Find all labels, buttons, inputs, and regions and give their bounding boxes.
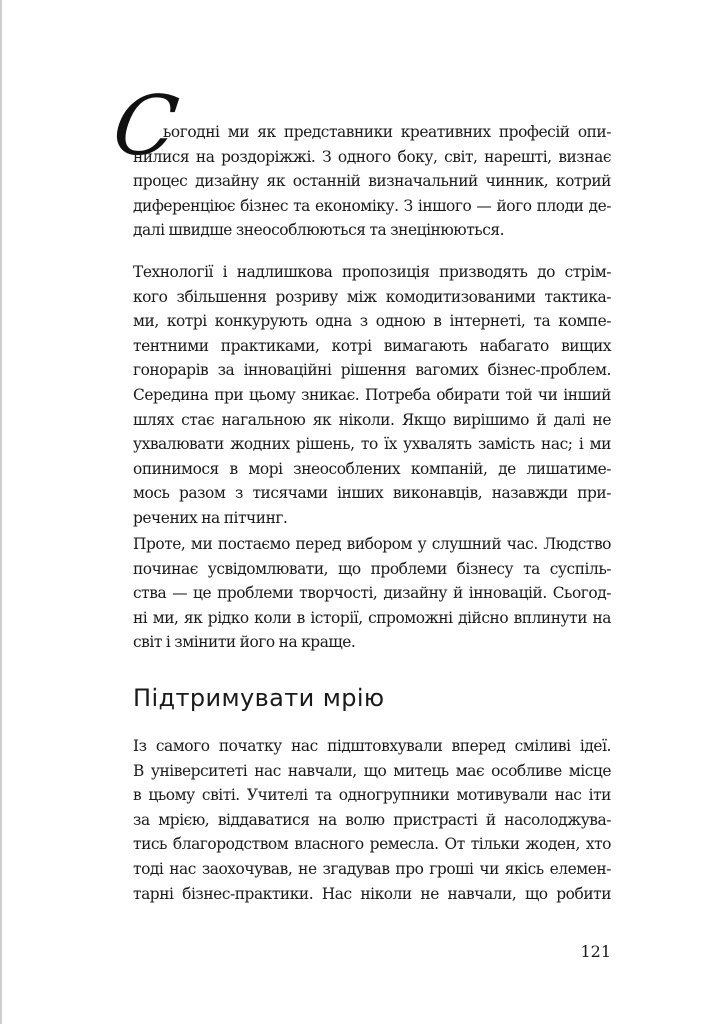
paragraph-2-line: Середина при цьому зникає. Потреба обирати той чи інший xyxy=(133,385,611,404)
paragraph-1 xyxy=(133,120,611,243)
paragraph-2-line: ми, котрі конкурують одна з одною в інтернеті, та компе- xyxy=(133,312,611,331)
paragraph-4-line: тись благородством власного ремесла. От тільки жоден, хто xyxy=(133,835,611,854)
paragraph-1-line: нилися на роздоріжжі. З одного боку, світ, нарешті, визнає xyxy=(133,147,611,166)
paragraph-4-line: тарні бізнес-практики. Нас ніколи не навчали, що робити xyxy=(133,884,611,903)
paragraph-2-line: шлях стає нагальною як ніколи. Якщо вирішимо й далі не xyxy=(133,410,611,429)
paragraph-1-line: диференціює бізнес та економіку. З іншого — його плоди де- xyxy=(133,196,611,215)
paragraph-3 xyxy=(133,532,611,655)
paragraph-3-line: починає усвідомлювати, що проблеми бізнесу та суспіль- xyxy=(133,559,611,578)
paragraph-2-line: Технології і надлишкова пропозиція призводять до стрім- xyxy=(133,263,611,281)
paragraph-4-line: в цьому світі. Учителі та одногрупники мотивували нас іти xyxy=(133,786,611,805)
paragraph-2-line: опинимося в морі знеособлених компаній, де лишатиме- xyxy=(133,459,611,478)
paragraph-3-line: світ і змінити його на краще. xyxy=(133,633,356,652)
paragraph-2-line: кого збільшення розриву між комодитизованими тактика- xyxy=(133,287,611,306)
page-edge xyxy=(0,0,2,1024)
paragraph-1-line: ьогодні ми як представники креативних професій опи- xyxy=(163,123,611,141)
paragraph-3-line: Проте, ми постаємо перед вибором у слушний час. Людство xyxy=(133,535,611,553)
paragraph-2-line: мось разом з тисячами інших виконавців, назавжди при- xyxy=(133,484,611,503)
paragraph-1-line: процес дизайну як останній визначальний чинник, котрий xyxy=(133,172,611,191)
paragraph-3-line: ства — це проблеми творчості, дизайну й інновацій. Сьогод- xyxy=(133,584,611,603)
paragraph-4-line: В університеті нас навчали, що митець має особливе місце xyxy=(133,761,611,780)
paragraph-4-line: за мрією, віддаватися на волю пристрасті й насолоджува- xyxy=(133,810,611,829)
paragraph-3-line: ні ми, як рідко коли в історії, спроможні дійсно вплинути на xyxy=(133,608,611,627)
paragraph-4-line: тоді нас заохочував, не згадував про гроші чи якісь елемен- xyxy=(133,859,611,878)
paragraph-2-line: гонорарів за інноваційні рішення вагомих бізнес-проблем. xyxy=(133,361,611,380)
section-heading: Підтримувати мрію xyxy=(133,684,385,712)
paragraph-2-line: ухвалювати жодних рішень, то їх ухвалять замість нас; і ми xyxy=(133,435,611,454)
paragraph-4 xyxy=(133,734,611,906)
drop-cap: С xyxy=(107,79,184,174)
paragraph-2-line: речених на пітчинг. xyxy=(133,508,288,527)
paragraph-4-line: Із самого початку нас підштовхували вперед сміливі ідеї. xyxy=(133,737,611,755)
paragraph-2 xyxy=(133,260,611,531)
paragraph-2-line: тентними практиками, котрі вимагають набагато вищих xyxy=(133,336,611,355)
paragraph-1-line: далі швидше знеособлюються та знецінюються. xyxy=(133,221,505,240)
page-number: 121 xyxy=(580,942,611,961)
